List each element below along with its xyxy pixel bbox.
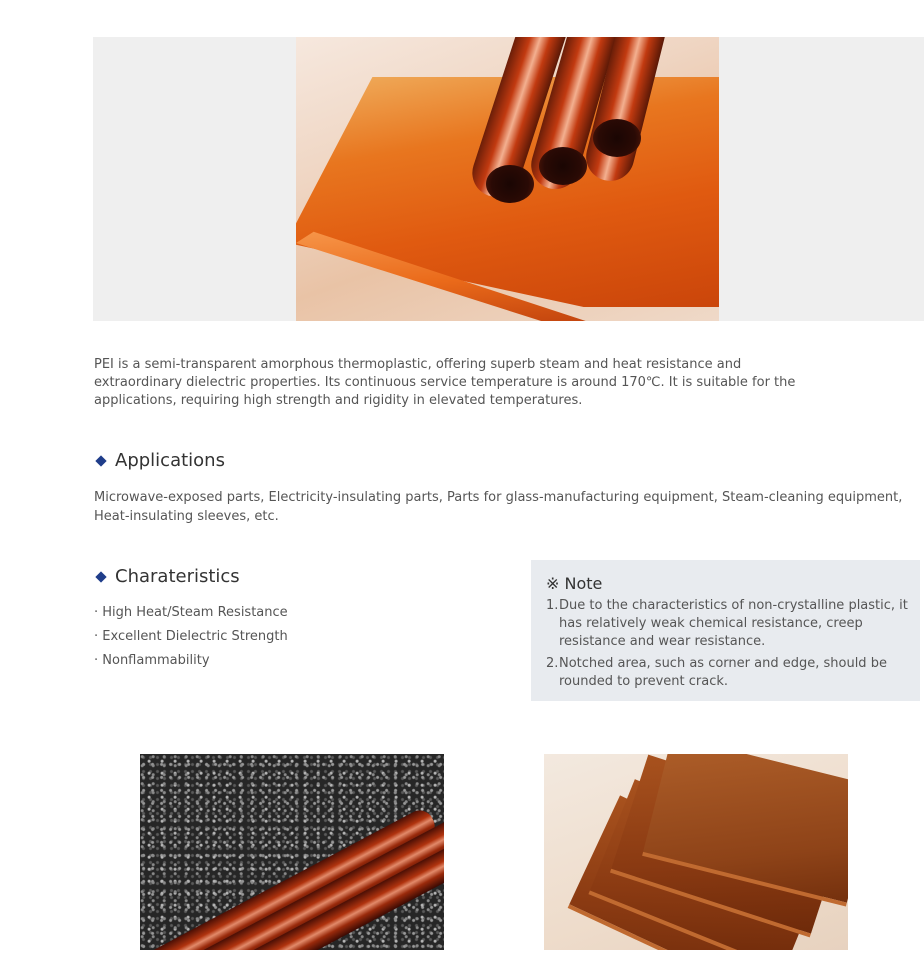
sheets-photo bbox=[544, 754, 848, 950]
note-text: Notched area, such as corner and edge, should be rounded to prevent crack. bbox=[559, 656, 887, 689]
note-box bbox=[531, 560, 920, 701]
note-number: 2. bbox=[546, 656, 559, 671]
intro-paragraph: PEI is a semi-transparent amorphous thermoplastic, offering superb steam and heat resistance and extraordinary dielectric properties. Its continuous service temperature is around 170℃. It is suitable for the applications, requiring high strength and rigidity in elevated temperatures. bbox=[94, 357, 796, 408]
characteristics-list bbox=[94, 603, 288, 675]
note-title: ※ Note bbox=[546, 574, 603, 593]
hero-photo bbox=[296, 37, 719, 321]
hero-banner bbox=[93, 37, 924, 321]
note-item bbox=[546, 655, 908, 691]
list-item: · Nonflammability bbox=[94, 653, 210, 668]
rods-photo bbox=[140, 754, 444, 950]
note-item bbox=[546, 597, 908, 651]
list-item: · Excellent Dielectric Strength bbox=[94, 629, 288, 644]
rod-end-shape bbox=[593, 119, 641, 157]
note-text: Due to the characteristics of non-crystalline plastic, it has relatively weak chemical resistance, creep resistance and wear resistance. bbox=[559, 598, 908, 649]
applications-text: Microwave-exposed parts, Electricity-insulating parts, Parts for glass-manufacturing equipment, Steam-cleaning equipment, Heat-insulating sleeves, etc. bbox=[94, 490, 903, 524]
rod-end-shape bbox=[486, 165, 534, 203]
characteristics-title: Charateristics bbox=[115, 566, 240, 587]
rod-end-shape bbox=[539, 147, 587, 185]
list-item: · High Heat/Steam Resistance bbox=[94, 605, 288, 620]
note-number: 1. bbox=[546, 598, 559, 613]
applications-title: Applications bbox=[115, 450, 225, 471]
diamond-bullet-icon bbox=[95, 571, 106, 582]
diamond-bullet-icon bbox=[95, 455, 106, 466]
characteristics-heading bbox=[94, 566, 240, 587]
applications-heading bbox=[94, 450, 225, 471]
